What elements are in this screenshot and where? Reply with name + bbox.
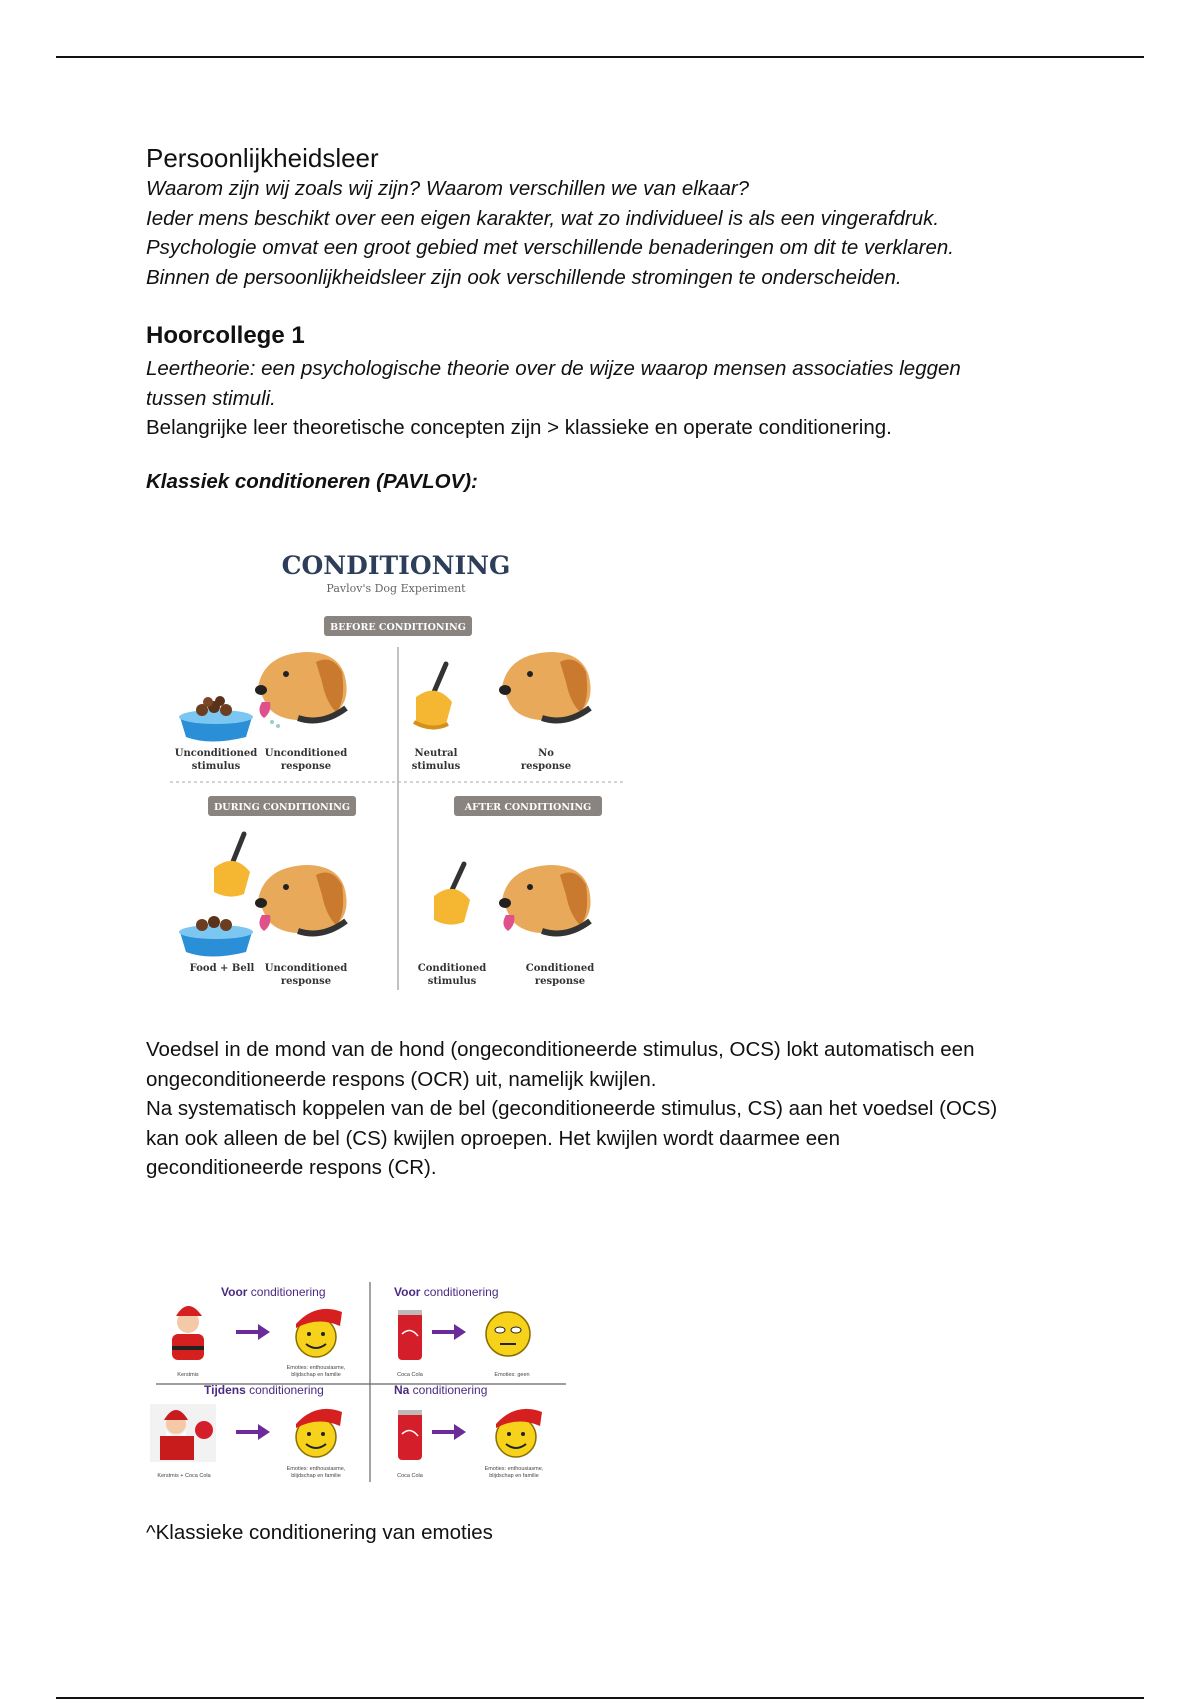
explanation-paragraph [146,1035,1106,1183]
label-kerstmis-coca-cola: Kerstmis + Coca Cola [157,1473,211,1479]
section-heading: Klassiek conditioneren (PAVLOV): [146,469,478,493]
paragraph-line: Voedsel in de mond van de hond (ongeconditioneerde stimulus, OCS) lokt automatisch een [146,1038,975,1061]
label-emoties-3a: Emoties: enthousiasme, [286,1466,346,1472]
santa-icon [172,1294,204,1360]
dog-salivating-icon [255,652,347,728]
label-neutral-stimulus-1: Neutral [414,748,458,759]
label-conditioned-stimulus-2: stimulus [427,976,477,987]
paragraph-line: geconditioneerde respons (CR). [146,1156,437,1179]
label-no-response-2: response [520,761,572,772]
after-label: AFTER CONDITIONING [464,802,592,813]
food-bowl-icon [179,696,253,742]
pavlov-figure [146,512,660,1012]
bell-icon [434,864,470,925]
figure-caption [146,1518,846,1548]
label-coca-cola-2: Coca Cola [397,1473,423,1479]
footer-rule [56,1697,1144,1699]
q2-heading: Voor conditionering [394,1285,499,1299]
paragraph-line: Na systematisch koppelen van de bel (geconditioneerde stimulus, CS) aan het voedsel (OCS) [146,1097,998,1120]
pavlov-figure-svg [146,512,660,1012]
intro-line: Ieder mens beschikt over een eigen karakter, wat zo individueel is als een vingerafdruk. [146,206,940,230]
bell-icon [214,834,250,897]
lecture-heading: Hoorcollege 1 [146,322,305,349]
intro-line: Psychologie omvat een groot gebied met verschillende benaderingen om dit te verklaren. [146,236,954,259]
emotion-conditioning-figure [146,1272,606,1518]
document-body [146,142,1086,496]
intro-line: Binnen de persoonlijkheidsleer zijn ook verschillende stromingen te onderscheiden. [146,265,902,289]
lecture-concepts: Belangrijke leer theoretische concepten zijn > klassieke en operate conditionering. [146,416,892,439]
dog-salivating-icon [255,865,347,933]
label-emoties-3b: blijdschap en familie [291,1473,341,1479]
label-emoties-4b: blijdschap en familie [489,1473,539,1479]
label-conditioned-response-2: response [534,976,586,987]
q4-heading: Na conditionering [394,1383,488,1397]
dog-neutral-icon [499,652,591,720]
label-unconditioned-stimulus-2: stimulus [191,761,241,772]
header-rule [56,56,1144,58]
figure-title: CONDITIONING [281,551,511,580]
happy-santa-smiley-icon [282,1309,342,1357]
food-bowl-icon [179,916,253,957]
figure-subtitle: Pavlov's Dog Experiment [326,582,466,595]
document-title: Persoonlijkheidsleer [146,143,379,173]
label-emoties-geen: Emoties: geen [494,1372,530,1378]
happy-santa-smiley-icon [482,1409,542,1457]
arrow-right-icon [432,1324,466,1340]
label-conditioned-response-1: Conditioned [525,963,595,974]
during-label: DURING CONDITIONING [214,802,350,813]
q1-heading: Voor conditionering [221,1285,326,1299]
label-unconditioned-response-3: Unconditioned [264,963,348,974]
arrow-right-icon [236,1424,270,1440]
label-emoties-1a: Emoties: enthousiasme, [286,1365,346,1371]
label-emoties-1b: blijdschap en familie [291,1372,341,1378]
happy-santa-smiley-icon [282,1409,342,1457]
label-conditioned-stimulus-1: Conditioned [417,963,487,974]
caption-text: ^Klassieke conditionering van emoties [146,1521,493,1544]
coca-cola-can-icon [398,1310,422,1360]
q3-heading: Tijdens conditionering [204,1383,324,1397]
emotion-figure-svg [146,1272,606,1518]
label-kerstmis: Kerstmis [177,1372,199,1378]
label-unconditioned-response-2: response [280,761,332,772]
lecture-line: Leertheorie: een psychologische theorie over de wijze waarop mensen associaties leggen [146,357,961,380]
label-neutral-stimulus-2: stimulus [411,761,461,772]
dog-salivating-icon [499,865,591,933]
santa-coca-cola-icon [150,1404,216,1462]
label-unconditioned-response-4: response [280,976,332,987]
arrow-right-icon [236,1324,270,1340]
bell-icon [414,664,452,728]
lecture-line: tussen stimuli. [146,386,276,410]
arrow-right-icon [432,1424,466,1440]
label-emoties-4a: Emoties: enthousiasme, [484,1466,544,1472]
coca-cola-can-icon [398,1410,422,1460]
paragraph-line: kan ook alleen de bel (CS) kwijlen oproepen. Het kwijlen wordt daarmee een [146,1126,840,1150]
label-unconditioned-stimulus-1: Unconditioned [174,748,258,759]
label-coca-cola: Coca Cola [397,1372,423,1378]
label-unconditioned-response-1: Unconditioned [264,748,348,759]
before-label: BEFORE CONDITIONING [330,622,466,633]
label-no-response-1: No [538,748,554,759]
paragraph-line: ongeconditioneerde respons (OCR) uit, namelijk kwijlen. [146,1067,657,1091]
intro-line: Waarom zijn wij zoals wij zijn? Waarom verschillen we van elkaar? [146,177,750,200]
neutral-smiley-icon [486,1312,530,1356]
label-food-bell: Food + Bell [189,963,255,974]
